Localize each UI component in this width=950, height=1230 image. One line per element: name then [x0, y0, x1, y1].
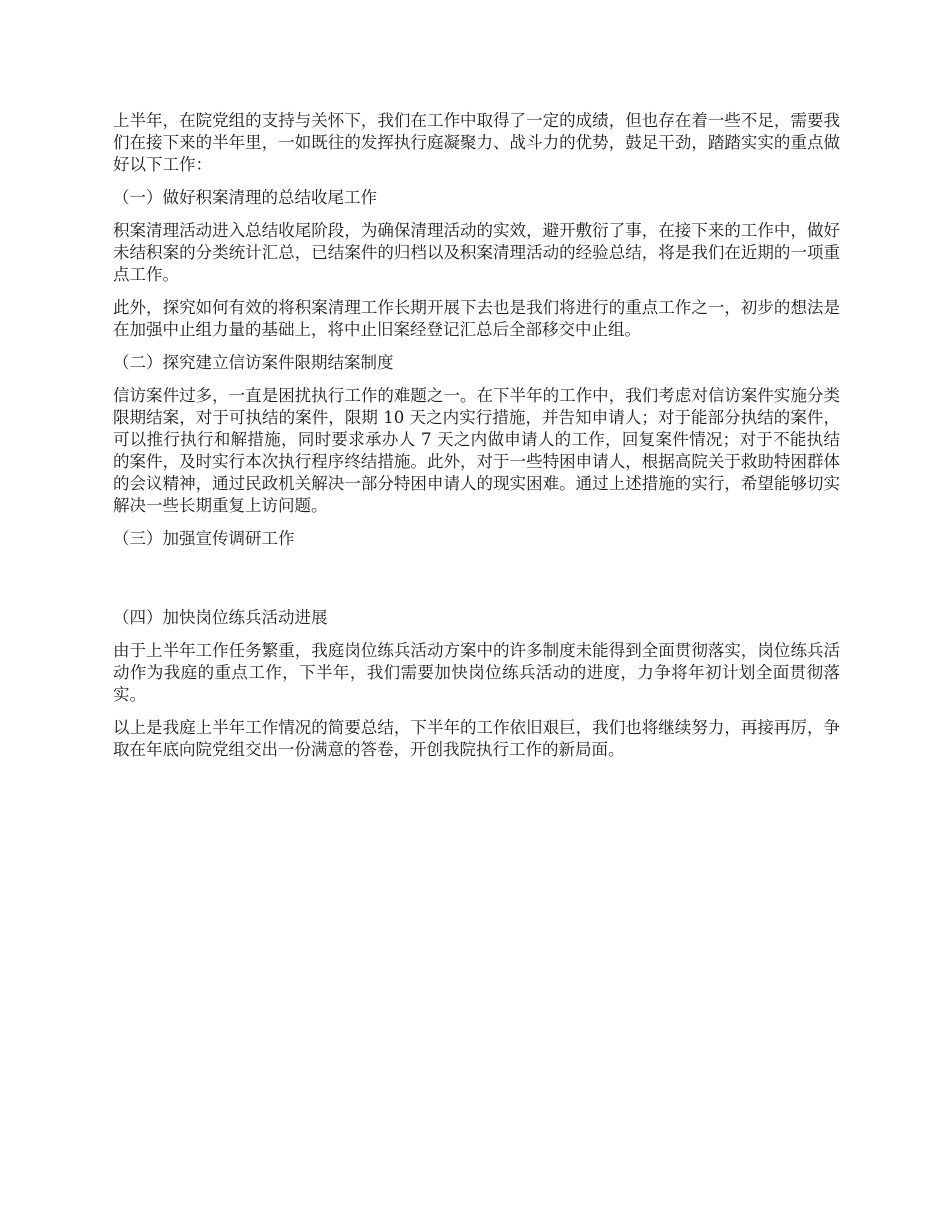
section-2-paragraph-1: 信访案件过多，一直是困扰执行工作的难题之一。在下半年的工作中，我们考虑对信访案件实施分类限期结案，对于可执结的案件，限期 10 天之内实行措施，并告知申请人；对于能部分执结的案件，可以推行执行和解措施，同时要求承办人 7 天之内做申请人的工作，回复案件情况；对于不能执结的案件，及时实行本次执行程序终结措施。此外，对于一些特困申请人，根据高院关于救助特困群体的会议精神，通过民政机关解决一部分特困申请人的现实困难。通过上述措施的实行，希望能够切实解决一些长期重复上访问题。: [113, 386, 840, 515]
section-1-paragraph-2: 此外，探究如何有效的将积案清理工作长期开展下去也是我们将进行的重点工作之一，初步的想法是在加强中止组力量的基础上，将中止旧案经登记汇总后全部移交中止组。: [113, 298, 840, 339]
section-2-heading: （二）探究建立信访案件限期结案制度: [113, 353, 394, 372]
section-4-heading: （四）加快岗位练兵活动进展: [113, 608, 328, 627]
intro-paragraph: 上半年，在院党组的支持与关怀下，我们在工作中取得了一定的成绩，但也存在着一些不足，需要我们在接下来的半年里，一如既往的发挥执行庭凝聚力、战斗力的优势，鼓足干劲，踏踏实实的重点做好以下工作：: [113, 111, 840, 174]
closing-paragraph: 以上是我庭上半年工作情况的简要总结，下半年的工作依旧艰巨，我们也将继续努力，再接再厉，争取在年底向院党组交出一份满意的答卷，开创我院执行工作的新局面。: [113, 718, 840, 759]
document-page: [113, 110, 840, 772]
section-1-heading: （一）做好积案清理的总结收尾工作: [113, 188, 377, 207]
section-4-paragraph-1: 由于上半年工作任务繁重，我庭岗位练兵活动方案中的许多制度未能得到全面贯彻落实，岗位练兵活动作为我庭的重点工作，下半年，我们需要加快岗位练兵活动的进度，力争将年初计划全面贯彻落实。: [113, 641, 840, 704]
section-1-paragraph-1: 积案清理活动进入总结收尾阶段，为确保清理活动的实效，避开敷衍了事，在接下来的工作中，做好未结积案的分类统计汇总，已结案件的归档以及积案清理活动的经验总结，将是我们在近期的一项重点工作。: [113, 221, 840, 284]
section-3-empty-space: [113, 561, 840, 607]
section-3-heading: （三）加强宣传调研工作: [113, 529, 295, 548]
